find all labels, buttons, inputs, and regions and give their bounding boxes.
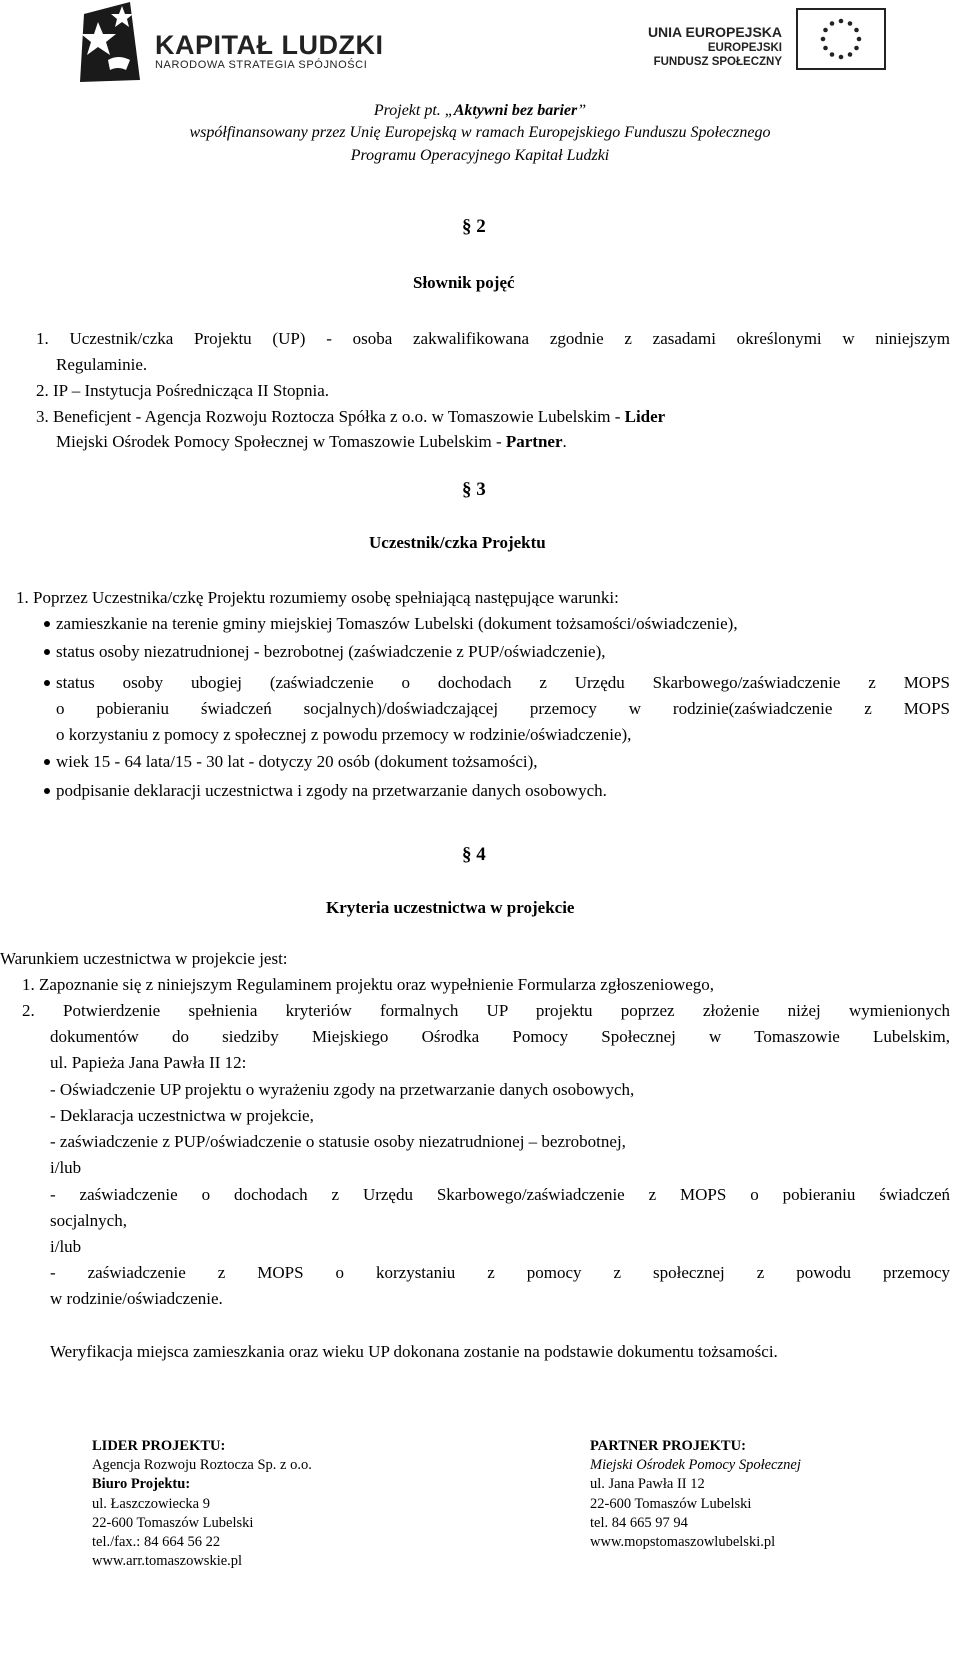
- section3-number: § 3: [462, 479, 486, 500]
- s4-doc5-line2: w rodzinie/oświadczenie.: [50, 1289, 223, 1308]
- section4-title: Kryteria uczestnictwa w projekcie: [326, 898, 575, 917]
- kapital-ludzki-logo: [80, 2, 384, 82]
- partner-label: Partner: [505, 432, 563, 451]
- s3-bullet1: zamieszkanie na terenie gminy miejskiej Tomaszów Lubelski (dokument tożsamości/oświadczenie),: [56, 614, 738, 633]
- section2-number: § 2: [462, 216, 486, 237]
- lider-street: ul. Łaszczowiecka 9: [92, 1496, 210, 1512]
- s4-doc2: - Deklaracja uczestnictwa w projekcie,: [50, 1106, 314, 1125]
- s3-intro: 1. Poprzez Uczestnika/czkę Projektu rozumiemy osobę spełniającą następujące warunki:: [16, 588, 619, 607]
- lider-heading: LIDER PROJEKTU:: [92, 1438, 226, 1454]
- bullet-dot: [44, 759, 50, 765]
- s4-doc1: - Oświadczenie UP projektu o wyrażeniu zgody na przetwarzanie danych osobowych,: [50, 1080, 635, 1099]
- eu-logo: [606, 4, 886, 74]
- section3-title: Uczestnik/czka Projektu: [369, 533, 546, 552]
- s4-or1: i/lub: [50, 1158, 82, 1177]
- partner-street: ul. Jana Pawła II 12: [590, 1476, 705, 1492]
- partner-city: 22-600 Tomaszów Lubelski: [590, 1496, 752, 1512]
- s4-doc4-line1: - zaświadczenie o dochodach z Urzędu Skarbowego/zaświadczenie z MOPS o pobieraniu świadczeń: [50, 1185, 950, 1204]
- program-line: Programu Operacyjnego Kapitał Ludzki: [350, 147, 610, 164]
- s4-or2: i/lub: [50, 1237, 82, 1256]
- eu-line1: UNIA EUROPEJSKA: [647, 24, 782, 40]
- partner-www[interactable]: www.mopstomaszowlubelski.pl: [590, 1534, 776, 1550]
- s3-bullet2: status osoby niezatrudnionej - bezrobotnej (zaświadczenie z PUP/oświadczenie),: [56, 642, 606, 661]
- s4-doc3: - zaświadczenie z PUP/oświadczenie o statusie osoby niezatrudnionej – bezrobotnej,: [50, 1132, 626, 1151]
- s3-bullet3-line2: o pobieraniu świadczeń socjalnych)/doświadczającej przemocy w rodzinie(zaświadczenie z MOPS: [56, 699, 950, 718]
- project-title-line: [0, 101, 960, 121]
- s4-verification: Weryfikacja miejsca zamieszkania oraz wieku UP dokonana zostanie na podstawie dokumentu tożsamości.: [50, 1342, 778, 1361]
- partner-name: Miejski Ośrodek Pomocy Społecznej: [590, 1457, 801, 1473]
- kapital-ludzki-title: KAPITAŁ LUDZKI: [155, 30, 384, 60]
- s2-item3-text: 3. Beneficjent - Agencja Rozwoju Roztocza Spółka z o.o. w Tomaszowie Lubelskim -: [36, 407, 625, 426]
- s4-intro: Warunkiem uczestnictwa w projekcie jest:: [0, 949, 288, 968]
- cofinanced-line: współfinansowany przez Unię Europejską w ramach Europejskiego Funduszu Społecznego: [189, 124, 771, 141]
- project-prefix: Projekt pt. „: [373, 102, 454, 119]
- s3-bullet5: podpisanie deklaracji uczestnictwa i zgody na przetwarzanie danych osobowych.: [56, 781, 607, 800]
- lider-label: Lider: [624, 407, 666, 426]
- s2-item2: 2. IP – Instytucja Pośrednicząca II Stopnia.: [36, 381, 330, 400]
- partner-phone: tel. 84 665 97 94: [590, 1515, 688, 1531]
- section2-title: Słownik pojęć: [413, 273, 515, 292]
- project-suffix: ”: [577, 102, 587, 119]
- bullet-dot: [44, 788, 50, 794]
- lider-office-label: Biuro Projektu:: [92, 1476, 191, 1492]
- s4-doc5-line1: - zaświadczenie z MOPS o korzystaniu z pomocy z społecznej z powodu przemocy: [50, 1263, 950, 1282]
- bullet-dot: [44, 649, 50, 655]
- s3-bullet3-line1: status osoby ubogiej (zaświadczenie o dochodach z Urzędu Skarbowego/zaświadczenie z MOPS: [56, 673, 950, 692]
- s4-item2-line1: 2. Potwierdzenie spełnienia kryteriów formalnych UP projektu poprzez złożenie niżej wymienionych: [22, 1001, 950, 1020]
- s4-doc4-line2: socjalnych,: [50, 1211, 127, 1230]
- kapital-ludzki-emblem-icon: [80, 2, 148, 82]
- s4-item1: 1. Zapoznanie się z niniejszym Regulaminem projektu oraz wypełnienie Formularza zgłoszeniowego,: [22, 975, 715, 994]
- s2-item3-line1: [36, 407, 665, 427]
- s2-item3-line2: [56, 432, 567, 452]
- lider-city: 22-600 Tomaszów Lubelski: [92, 1515, 254, 1531]
- project-name: Aktywni bez barier: [453, 102, 578, 119]
- s2-item1-line2: Regulaminie.: [56, 355, 148, 374]
- s4-item2-line3: ul. Papieża Jana Pawła II 12:: [50, 1053, 247, 1072]
- s3-bullet3-line3: o korzystaniu z pomocy z społecznej z powodu przemocy w rodzinie/oświadczenie),: [56, 725, 632, 744]
- partner-heading: PARTNER PROJEKTU:: [590, 1438, 746, 1454]
- s2-item3-end: .: [562, 432, 567, 451]
- section4-number: § 4: [462, 844, 486, 865]
- s2-item3-text2: Miejski Ośrodek Pomocy Społecznej w Tomaszowie Lubelskim -: [56, 432, 506, 451]
- s2-item1-line1: 1. Uczestnik/czka Projektu (UP) - osoba zakwalifikowana zgodnie z zasadami określonymi w niniejszym: [36, 329, 950, 348]
- lider-www[interactable]: www.arr.tomaszowskie.pl: [92, 1553, 243, 1569]
- s3-bullet4: wiek 15 - 64 lata/15 - 30 lat - dotyczy 20 osób (dokument tożsamości),: [56, 752, 538, 771]
- eu-flag-icon: [796, 8, 886, 70]
- lider-phone: tel./fax.: 84 664 56 22: [92, 1534, 221, 1550]
- eu-line2: EUROPEJSKI: [707, 42, 782, 54]
- kapital-ludzki-subtitle: NARODOWA STRATEGIA SPÓJNOŚCI: [155, 59, 368, 71]
- s4-item2-line2: dokumentów do siedziby Miejskiego Ośrodka Pomocy Społecznej w Tomaszowie Lubelskim,: [50, 1027, 950, 1046]
- bullet-dot: [44, 621, 50, 627]
- bullet-dot: [44, 680, 50, 686]
- lider-name: Agencja Rozwoju Roztocza Sp. z o.o.: [92, 1457, 312, 1473]
- eu-line3: FUNDUSZ SPOŁECZNY: [653, 56, 782, 68]
